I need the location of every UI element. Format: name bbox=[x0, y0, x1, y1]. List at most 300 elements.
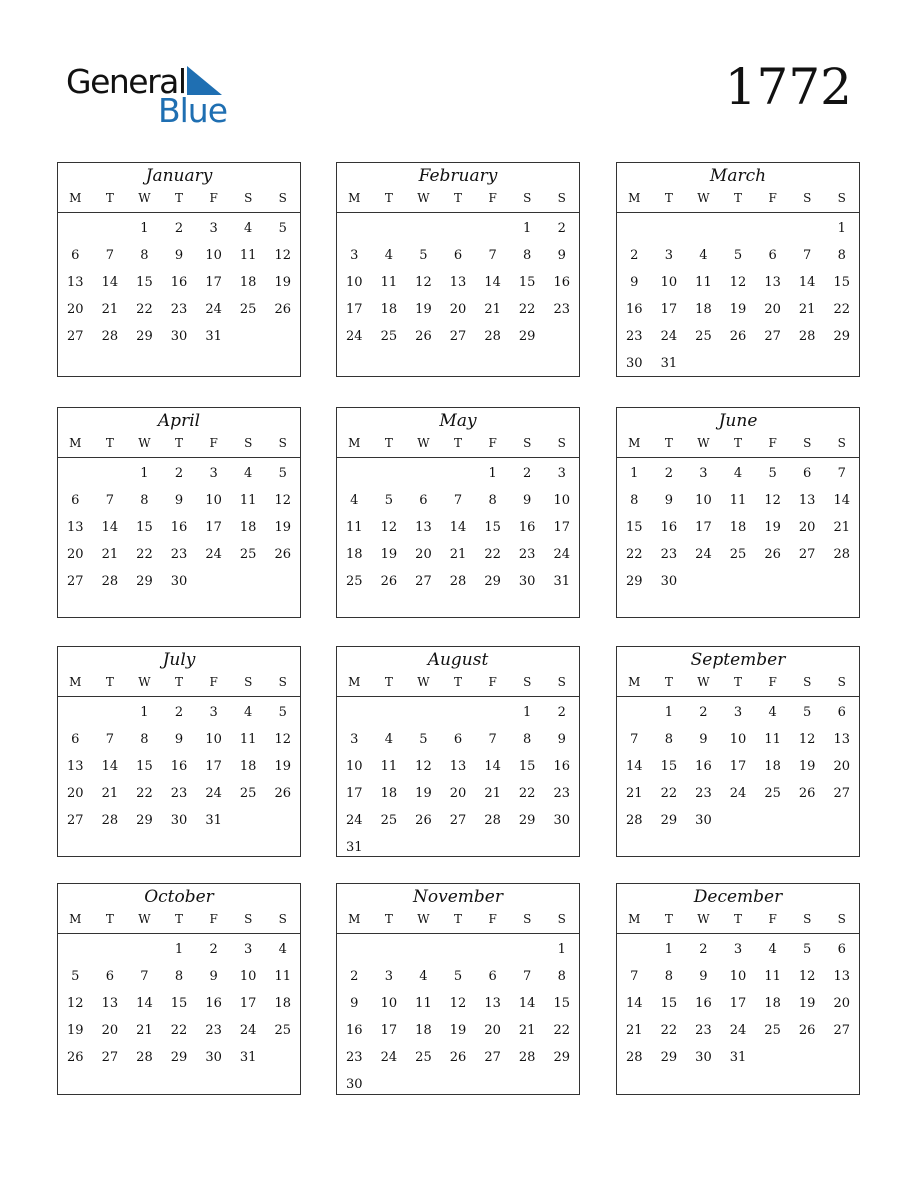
empty-cell bbox=[686, 215, 721, 242]
week-row bbox=[58, 1044, 300, 1071]
weekday-label: M bbox=[348, 436, 361, 450]
day-cell: 1 bbox=[523, 221, 532, 236]
day-cell: 7 bbox=[488, 732, 497, 747]
day-cell: 3 bbox=[664, 248, 673, 263]
month-title: December bbox=[693, 887, 783, 907]
day-cell: 20 bbox=[449, 302, 467, 317]
day-cell: 17 bbox=[205, 520, 222, 535]
week-row bbox=[58, 990, 300, 1017]
day-cell: 24 bbox=[380, 1050, 398, 1065]
weekday-header bbox=[617, 910, 859, 934]
day-cell: 24 bbox=[695, 547, 712, 562]
week-row bbox=[617, 296, 859, 323]
day-cell: 7 bbox=[523, 969, 532, 984]
day-cell: 2 bbox=[209, 942, 218, 957]
day-cell: 6 bbox=[419, 493, 428, 508]
day-cell: 10 bbox=[346, 275, 363, 290]
month-days bbox=[617, 458, 859, 595]
day-cell: 14 bbox=[626, 759, 643, 774]
day-cell: 23 bbox=[695, 786, 712, 801]
day-cell: 24 bbox=[205, 302, 222, 317]
month-november bbox=[336, 883, 580, 1095]
week-row bbox=[337, 215, 579, 242]
year-title: 1772 bbox=[724, 58, 852, 116]
day-cell: 19 bbox=[274, 275, 292, 290]
week-row bbox=[337, 269, 579, 296]
empty-cell bbox=[58, 936, 93, 963]
day-cell: 14 bbox=[626, 996, 643, 1011]
day-cell: 9 bbox=[699, 732, 708, 747]
brand-name-general: General bbox=[66, 62, 186, 101]
weekday-label: W bbox=[417, 912, 430, 926]
day-cell: 5 bbox=[278, 705, 287, 720]
empty-cell bbox=[652, 215, 687, 242]
day-cell: 20 bbox=[101, 1023, 119, 1038]
day-cell: 26 bbox=[798, 1023, 816, 1038]
day-cell: 17 bbox=[729, 996, 747, 1011]
day-cell: 15 bbox=[136, 520, 153, 535]
weekday-label: T bbox=[105, 436, 114, 450]
day-cell: 4 bbox=[278, 942, 287, 957]
day-cell: 5 bbox=[803, 705, 812, 720]
day-cell: 26 bbox=[764, 547, 781, 562]
day-cell: 26 bbox=[274, 786, 292, 801]
empty-cell bbox=[721, 215, 756, 242]
day-cell: 25 bbox=[239, 547, 257, 562]
day-cell: 31 bbox=[346, 840, 363, 855]
day-cell: 12 bbox=[274, 732, 292, 747]
day-cell: 11 bbox=[729, 493, 747, 508]
empty-cell bbox=[231, 568, 266, 595]
day-cell: 29 bbox=[518, 329, 536, 344]
day-cell: 13 bbox=[764, 275, 781, 290]
week-row bbox=[58, 568, 300, 595]
day-cell: 17 bbox=[346, 302, 363, 317]
day-cell: 6 bbox=[71, 248, 80, 263]
week-row bbox=[337, 726, 579, 753]
week-row bbox=[58, 726, 300, 753]
weekday-label: T bbox=[175, 191, 184, 205]
weekday-label: S bbox=[523, 436, 532, 450]
day-cell: 12 bbox=[415, 759, 432, 774]
empty-cell bbox=[337, 215, 372, 242]
day-cell: 14 bbox=[101, 759, 119, 774]
day-cell: 9 bbox=[664, 493, 673, 508]
day-cell: 18 bbox=[346, 547, 363, 562]
day-cell: 4 bbox=[419, 969, 428, 984]
day-cell: 9 bbox=[630, 275, 639, 290]
week-row bbox=[337, 963, 579, 990]
day-cell: 8 bbox=[630, 493, 639, 508]
day-cell: 6 bbox=[837, 705, 846, 720]
day-cell: 2 bbox=[523, 466, 532, 481]
day-cell: 29 bbox=[553, 1050, 571, 1065]
week-row bbox=[58, 963, 300, 990]
day-cell: 22 bbox=[660, 786, 678, 801]
day-cell: 23 bbox=[626, 329, 643, 344]
empty-cell bbox=[441, 834, 476, 861]
day-cell: 29 bbox=[484, 574, 501, 589]
day-cell: 25 bbox=[695, 329, 712, 344]
day-cell: 22 bbox=[136, 786, 153, 801]
weekday-header bbox=[617, 189, 859, 213]
day-cell: 8 bbox=[664, 969, 673, 984]
day-cell: 27 bbox=[798, 547, 816, 562]
weekday-label: T bbox=[664, 912, 673, 926]
week-row bbox=[617, 242, 859, 269]
day-cell: 13 bbox=[833, 969, 851, 984]
weekday-header bbox=[58, 189, 300, 213]
week-row bbox=[337, 487, 579, 514]
day-cell: 19 bbox=[274, 759, 292, 774]
empty-cell bbox=[441, 1071, 476, 1098]
empty-cell bbox=[265, 1044, 300, 1071]
month-title: July bbox=[162, 650, 196, 670]
day-cell: 26 bbox=[274, 547, 292, 562]
month-title: January bbox=[145, 166, 213, 186]
day-cell: 1 bbox=[630, 466, 639, 481]
day-cell: 13 bbox=[415, 520, 432, 535]
empty-cell bbox=[790, 215, 825, 242]
weekday-label: W bbox=[417, 675, 430, 689]
day-cell: 10 bbox=[660, 275, 678, 290]
empty-cell bbox=[790, 568, 825, 595]
month-title: September bbox=[690, 650, 786, 670]
day-cell: 24 bbox=[205, 547, 222, 562]
day-cell: 21 bbox=[101, 547, 119, 562]
day-cell: 28 bbox=[101, 574, 119, 589]
month-days bbox=[58, 213, 300, 350]
empty-cell bbox=[406, 460, 441, 487]
day-cell: 19 bbox=[380, 547, 398, 562]
day-cell: 27 bbox=[833, 1023, 851, 1038]
day-cell: 15 bbox=[518, 759, 536, 774]
month-july bbox=[57, 646, 301, 857]
weekday-label: S bbox=[523, 675, 532, 689]
day-cell: 4 bbox=[244, 221, 253, 236]
empty-cell bbox=[824, 1044, 859, 1071]
day-cell: 28 bbox=[626, 1050, 643, 1065]
day-cell: 27 bbox=[449, 329, 467, 344]
day-cell: 28 bbox=[518, 1050, 536, 1065]
day-cell: 25 bbox=[380, 813, 398, 828]
day-cell: 16 bbox=[626, 302, 643, 317]
week-row bbox=[58, 753, 300, 780]
empty-cell bbox=[755, 1044, 790, 1071]
day-cell: 17 bbox=[380, 1023, 398, 1038]
day-cell: 13 bbox=[798, 493, 816, 508]
weekday-label: W bbox=[697, 436, 710, 450]
empty-cell bbox=[372, 936, 407, 963]
day-cell: 25 bbox=[239, 786, 257, 801]
day-cell: 14 bbox=[101, 520, 119, 535]
empty-cell bbox=[721, 568, 756, 595]
day-cell: 28 bbox=[449, 574, 467, 589]
month-june bbox=[616, 407, 860, 618]
week-row bbox=[337, 514, 579, 541]
week-row bbox=[337, 541, 579, 568]
weekday-header bbox=[58, 434, 300, 458]
weekday-label: M bbox=[69, 675, 82, 689]
weekday-label: W bbox=[138, 436, 151, 450]
day-cell: 12 bbox=[67, 996, 84, 1011]
day-cell: 11 bbox=[346, 520, 363, 535]
day-cell: 6 bbox=[488, 969, 497, 984]
empty-cell bbox=[510, 936, 545, 963]
month-title: November bbox=[413, 887, 503, 907]
weekday-label: F bbox=[488, 675, 497, 689]
day-cell: 14 bbox=[136, 996, 153, 1011]
day-cell: 15 bbox=[136, 759, 153, 774]
day-cell: 17 bbox=[205, 759, 222, 774]
day-cell: 30 bbox=[553, 813, 571, 828]
day-cell: 18 bbox=[239, 520, 257, 535]
day-cell: 5 bbox=[419, 248, 428, 263]
weekday-header bbox=[58, 673, 300, 697]
day-cell: 4 bbox=[384, 248, 393, 263]
weekday-label: S bbox=[244, 191, 253, 205]
week-row bbox=[337, 1044, 579, 1071]
week-row bbox=[617, 514, 859, 541]
day-cell: 29 bbox=[833, 329, 851, 344]
month-january bbox=[57, 162, 301, 377]
day-cell: 26 bbox=[729, 329, 747, 344]
day-cell: 3 bbox=[244, 942, 253, 957]
empty-cell bbox=[58, 699, 93, 726]
empty-cell bbox=[93, 215, 128, 242]
week-row bbox=[58, 1017, 300, 1044]
weekday-label: S bbox=[803, 912, 812, 926]
day-cell: 23 bbox=[553, 786, 571, 801]
weekday-label: T bbox=[175, 912, 184, 926]
day-cell: 30 bbox=[170, 813, 188, 828]
day-cell: 19 bbox=[274, 520, 292, 535]
empty-cell bbox=[721, 807, 756, 834]
weekday-label: S bbox=[244, 675, 253, 689]
day-cell: 26 bbox=[415, 813, 432, 828]
day-cell: 26 bbox=[449, 1050, 467, 1065]
day-cell: 19 bbox=[764, 520, 781, 535]
week-row bbox=[337, 1071, 579, 1098]
empty-cell bbox=[58, 215, 93, 242]
day-cell: 12 bbox=[274, 493, 292, 508]
day-cell: 13 bbox=[449, 759, 467, 774]
day-cell: 1 bbox=[488, 466, 497, 481]
month-days bbox=[58, 697, 300, 834]
day-cell: 15 bbox=[660, 759, 678, 774]
day-cell: 20 bbox=[449, 786, 467, 801]
day-cell: 1 bbox=[664, 705, 673, 720]
day-cell: 4 bbox=[768, 705, 777, 720]
empty-cell bbox=[686, 350, 721, 377]
day-cell: 21 bbox=[798, 302, 816, 317]
weekday-label: W bbox=[697, 191, 710, 205]
weekday-label: M bbox=[348, 912, 361, 926]
weekday-label: F bbox=[768, 912, 777, 926]
day-cell: 11 bbox=[239, 732, 257, 747]
month-title: February bbox=[418, 166, 498, 186]
weekday-label: T bbox=[175, 436, 184, 450]
weekday-label: M bbox=[348, 675, 361, 689]
month-days bbox=[337, 213, 579, 350]
weekday-label: W bbox=[138, 191, 151, 205]
day-cell: 16 bbox=[695, 996, 712, 1011]
day-cell: 30 bbox=[626, 356, 643, 371]
day-cell: 11 bbox=[695, 275, 712, 290]
month-days bbox=[58, 458, 300, 595]
weekday-label: S bbox=[557, 675, 566, 689]
brand-logo bbox=[66, 64, 236, 128]
day-cell: 21 bbox=[833, 520, 851, 535]
week-row bbox=[58, 269, 300, 296]
empty-cell bbox=[510, 1071, 545, 1098]
day-cell: 12 bbox=[798, 732, 816, 747]
day-cell: 9 bbox=[523, 493, 532, 508]
day-cell: 24 bbox=[729, 786, 747, 801]
week-row bbox=[617, 699, 859, 726]
weekday-label: T bbox=[384, 912, 393, 926]
empty-cell bbox=[824, 350, 859, 377]
day-cell: 2 bbox=[557, 705, 566, 720]
day-cell: 29 bbox=[136, 574, 153, 589]
day-cell: 30 bbox=[695, 813, 712, 828]
day-cell: 20 bbox=[67, 786, 84, 801]
month-title: June bbox=[718, 411, 758, 431]
week-row bbox=[58, 807, 300, 834]
day-cell: 28 bbox=[101, 813, 119, 828]
day-cell: 8 bbox=[837, 248, 846, 263]
weekday-label: T bbox=[734, 436, 743, 450]
weekday-label: M bbox=[628, 912, 641, 926]
week-row bbox=[337, 460, 579, 487]
day-cell: 14 bbox=[833, 493, 851, 508]
day-cell: 16 bbox=[553, 759, 571, 774]
day-cell: 7 bbox=[630, 969, 639, 984]
empty-cell bbox=[337, 699, 372, 726]
day-cell: 12 bbox=[380, 520, 398, 535]
day-cell: 6 bbox=[71, 732, 80, 747]
day-cell: 25 bbox=[346, 574, 363, 589]
empty-cell bbox=[372, 460, 407, 487]
day-cell: 3 bbox=[733, 705, 743, 720]
weekday-label: S bbox=[837, 191, 846, 205]
day-cell: 29 bbox=[518, 813, 536, 828]
week-row bbox=[617, 269, 859, 296]
empty-cell bbox=[406, 215, 441, 242]
day-cell: 21 bbox=[449, 547, 467, 562]
day-cell: 9 bbox=[557, 732, 566, 747]
day-cell: 13 bbox=[484, 996, 501, 1011]
day-cell: 1 bbox=[140, 221, 149, 236]
weekday-header bbox=[617, 434, 859, 458]
day-cell: 27 bbox=[67, 329, 84, 344]
empty-cell bbox=[475, 215, 510, 242]
day-cell: 18 bbox=[274, 996, 292, 1011]
weekday-label: T bbox=[384, 436, 393, 450]
month-title: August bbox=[427, 650, 489, 670]
weekday-label: M bbox=[69, 912, 82, 926]
day-cell: 7 bbox=[453, 493, 463, 508]
day-cell: 4 bbox=[768, 942, 777, 957]
day-cell: 13 bbox=[67, 275, 84, 290]
weekday-label: T bbox=[454, 675, 463, 689]
day-cell: 11 bbox=[274, 969, 292, 984]
day-cell: 5 bbox=[278, 221, 287, 236]
day-cell: 19 bbox=[415, 302, 432, 317]
day-cell: 26 bbox=[415, 329, 432, 344]
day-cell: 13 bbox=[101, 996, 119, 1011]
week-row bbox=[617, 936, 859, 963]
day-cell: 2 bbox=[630, 248, 639, 263]
day-cell: 21 bbox=[101, 786, 119, 801]
day-cell: 18 bbox=[239, 275, 257, 290]
day-cell: 16 bbox=[205, 996, 222, 1011]
day-cell: 22 bbox=[833, 302, 851, 317]
empty-cell bbox=[231, 323, 266, 350]
empty-cell bbox=[755, 568, 790, 595]
month-title: May bbox=[439, 411, 477, 431]
empty-cell bbox=[475, 1071, 510, 1098]
weekday-label: S bbox=[557, 436, 566, 450]
day-cell: 3 bbox=[209, 221, 218, 236]
week-row bbox=[617, 726, 859, 753]
week-row bbox=[617, 541, 859, 568]
day-cell: 16 bbox=[695, 759, 712, 774]
weekday-label: S bbox=[244, 912, 253, 926]
day-cell: 9 bbox=[350, 996, 359, 1011]
day-cell: 18 bbox=[729, 520, 747, 535]
day-cell: 17 bbox=[660, 302, 678, 317]
week-row bbox=[337, 323, 579, 350]
weekday-label: F bbox=[768, 675, 777, 689]
week-row bbox=[337, 1017, 579, 1044]
day-cell: 31 bbox=[729, 1050, 747, 1065]
day-cell: 23 bbox=[518, 547, 536, 562]
weekday-label: S bbox=[278, 191, 287, 205]
empty-cell bbox=[337, 460, 372, 487]
empty-cell bbox=[265, 807, 300, 834]
day-cell: 9 bbox=[174, 493, 184, 508]
empty-cell bbox=[406, 699, 441, 726]
week-row bbox=[58, 514, 300, 541]
day-cell: 20 bbox=[415, 547, 432, 562]
day-cell: 22 bbox=[518, 786, 536, 801]
day-cell: 28 bbox=[798, 329, 816, 344]
weekday-label: M bbox=[348, 191, 361, 205]
day-cell: 5 bbox=[803, 942, 812, 957]
day-cell: 8 bbox=[523, 732, 532, 747]
day-cell: 22 bbox=[660, 1023, 678, 1038]
week-row bbox=[337, 242, 579, 269]
empty-cell bbox=[196, 568, 231, 595]
month-days bbox=[337, 934, 579, 1098]
week-row bbox=[58, 460, 300, 487]
day-cell: 6 bbox=[768, 248, 777, 263]
weekday-label: S bbox=[557, 191, 566, 205]
weekday-label: W bbox=[697, 675, 710, 689]
day-cell: 31 bbox=[205, 813, 222, 828]
day-cell: 3 bbox=[733, 942, 743, 957]
day-cell: 21 bbox=[484, 786, 501, 801]
day-cell: 7 bbox=[837, 466, 846, 481]
day-cell: 2 bbox=[174, 466, 184, 481]
day-cell: 22 bbox=[518, 302, 536, 317]
day-cell: 1 bbox=[140, 466, 149, 481]
day-cell: 19 bbox=[67, 1023, 84, 1038]
day-cell: 12 bbox=[729, 275, 747, 290]
week-row bbox=[617, 460, 859, 487]
week-row bbox=[617, 1017, 859, 1044]
